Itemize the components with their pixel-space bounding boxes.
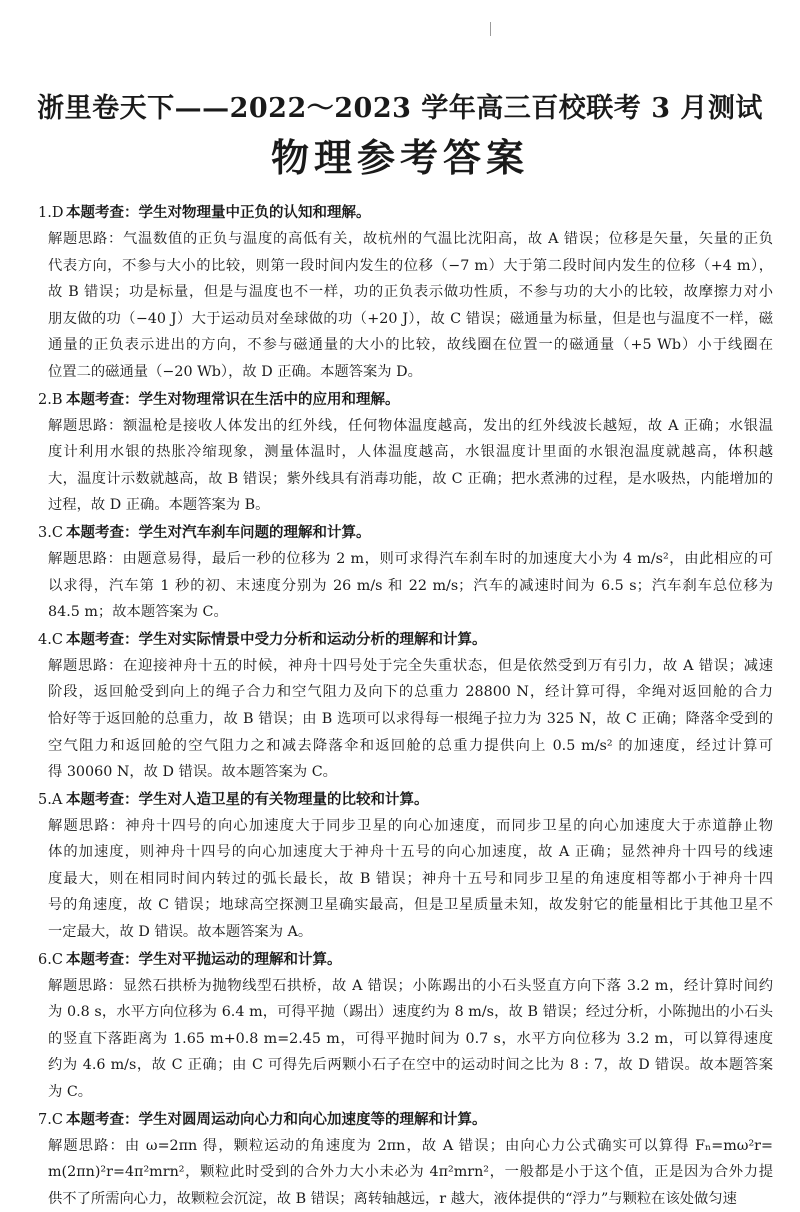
answer-heading	[38, 386, 773, 413]
answer-key: 2.B	[38, 391, 63, 408]
explanation-line: 得 30060 N，故 D 错误。故本题答案为 C。	[48, 764, 337, 781]
document-title: 物理参考答案	[270, 135, 529, 180]
answer-item	[38, 199, 773, 386]
explanation-line: 号的角速度，故 C 错误；地球高空探测卫星确实最高，但是卫星质量未知，故发射它的能量相比于其他卫星不	[48, 897, 773, 914]
explanation-line: 解题思路：显然石拱桥为抛物线型石拱桥，故 A 错误；小陈踢出的小石头竖直方向下落 3.2 m，经计算时间约	[48, 977, 773, 994]
topic-label: 本题考查：学生对人造卫星的有关物理量的比较和计算。	[66, 790, 429, 808]
explanation-line: 位置二的磁通量（−20 Wb），故 D 正确。本题答案为 D。	[48, 363, 422, 380]
explanation-line: 代表方向，不参与大小的比较，则第一段时间内发生的位移（−7 m）大于第二段时间内发生的位移（+4 m），	[48, 257, 773, 274]
explanation-line: 解题思路：在迎接神舟十五的时候，神舟十四号处于完全失重状态，但是依然受到万有引力，故 A 错误；减速	[48, 657, 773, 674]
explanation-line: 供不了所需向心力，故颗粒会沉淀，故 B 错误；离转轴越远，r 越大，液体提供的“浮力”与颗粒在该处做匀速	[48, 1190, 737, 1207]
explanation-line: 大，温度计示数就越高，故 B 错误；紫外线具有消毒功能，故 C 正确；把水煮沸的过程，是水吸热，内能增加的	[48, 470, 773, 487]
answer-heading	[38, 786, 773, 813]
explanation-line: 通量的正负表示进出的方向，不参与磁通量的大小的比较，故线圈在位置一的磁通量（+5 Wb）小于线圈在	[48, 337, 773, 354]
explanation-line: 解题思路：由 ω=2πn 得，颗粒运动的角速度为 2πn，故 A 错误；由向心力公式确实可以算得 Fₙ=mω²r=	[48, 1137, 773, 1154]
explanation-line: 为 0.8 s，水平方向位移为 6.4 m，可得平抛（踢出）速度约为 8 m/s，故 B 错误；经过分析，小陈抛出的小石头	[48, 1004, 773, 1021]
explanation-line: 解题思路：气温数值的正负与温度的高低有关，故杭州的气温比沈阳高，故 A 错误；位移是矢量，矢量的正负	[48, 231, 773, 247]
answer-key: 3.C	[38, 524, 63, 541]
topic-label: 本题考查：学生对物理常识在生活中的应用和理解。	[66, 390, 400, 408]
scan-mark	[490, 22, 491, 36]
explanation-line: 解题思路：神舟十四号的向心加速度大于同步卫星的向心加速度，而同步卫星的向心加速度大于赤道静止物	[48, 817, 773, 834]
topic-label: 本题考查：学生对汽车刹车问题的理解和计算。	[66, 523, 371, 541]
explanation-line: 度最大，则在相同时间内转过的弧长最长，故 B 错误；神舟十五号和同步卫星的角速度相等都小于神舟十四	[48, 870, 773, 887]
answer-heading	[38, 1106, 773, 1133]
explanation-line: 恰好等于返回舱的总重力，故 B 错误；由 B 选项可以求得每一根绳子拉力为 325 N，故 C 正确；降落伞受到的	[48, 710, 773, 727]
answer-key: 5.A	[38, 791, 63, 808]
explanation-line: 朋友做的功（−40 J）大于运动员对垒球做的功（+20 J），故 C 错误；磁通量为标量，但是也与温度不一样，磁	[48, 310, 773, 327]
answer-key: 6.C	[38, 951, 63, 968]
explanation-line: 空气阻力和返回舱的空气阻力之和减去降落伞和返回舱的总重力提供向上 0.5 m/s² 的加速度，经过计算可	[48, 737, 773, 754]
answer-item	[38, 786, 773, 946]
answer-heading	[38, 946, 773, 973]
answer-heading	[38, 199, 773, 226]
answer-heading	[38, 626, 773, 653]
answer-key: 4.C	[38, 631, 63, 648]
explanation-line: 阶段，返回舱受到向上的绳子合力和空气阻力及向下的总重力 28800 N，经计算可得，伞绳对返回舱的合力	[48, 684, 773, 701]
exam-title: 浙里卷天下——2022～2023 学年高三百校联考 3 月测试	[37, 93, 763, 124]
explanation-line: 84.5 m；故本题答案为 C。	[48, 604, 228, 621]
explanation-line: 体的加速度，则神舟十四号的向心加速度大于神舟十五号的向心加速度，故 A 正确；显然神舟十四号的线速	[48, 844, 773, 861]
explanation-line: 约为 4.6 m/s，故 C 正确；由 C 可得先后两颗小石子在空中的运动时间之比为 8 : 7，故 D 错误。故本题答案	[48, 1057, 773, 1074]
answer-key: 1.D	[38, 205, 64, 221]
topic-label: 本题考查：学生对物理量中正负的认知和理解。	[66, 204, 371, 221]
explanation-line: m(2πn)²r=4π²mrn²，颗粒此时受到的合外力大小未必为 4π²mrn²，一般都是小于这个值，正是因为合外力提	[48, 1164, 773, 1181]
topic-label: 本题考查：学生对平抛运动的理解和计算。	[66, 950, 342, 968]
answer-item	[38, 519, 773, 626]
explanation-line: 解题思路：由题意易得，最后一秒的位移为 2 m，则可求得汽车刹车时的加速度大小为 4 m/s²，由此相应的可	[48, 550, 773, 567]
topic-label: 本题考查：学生对圆周运动向心力和向心加速度等的理解和计算。	[66, 1110, 487, 1128]
answer-list	[38, 199, 773, 1212]
answer-item	[38, 946, 773, 1106]
explanation-line: 为 C。	[48, 1084, 93, 1101]
answer-key: 7.C	[38, 1111, 63, 1128]
explanation-line: 故 B 错误；功是标量，但是与温度也不一样，功的正负表示做功性质，不参与功的大小的比较，故摩擦力对小	[48, 284, 773, 301]
explanation-line: 一定最大，故 D 错误。故本题答案为 A。	[48, 924, 313, 941]
explanation-line: 解题思路：额温枪是接收人体发出的红外线，任何物体温度越高，发出的红外线波长越短，故 A 正确；水银温	[48, 417, 773, 434]
answer-item	[38, 1106, 773, 1212]
topic-label: 本题考查：学生对实际情景中受力分析和运动分析的理解和计算。	[66, 630, 487, 648]
explanation-line: 的竖直下落距离为 1.65 m+0.8 m=2.45 m，可得平抛时间为 0.7 s，水平方向位移为 3.2 m，可以算得速度	[48, 1030, 773, 1047]
answer-heading	[38, 519, 773, 546]
explanation-line: 度计利用水银的热胀冷缩现象，测量体温时，人体温度越高，水银温度计里面的水银泡温度就越高，体积越	[48, 444, 773, 461]
answer-item	[38, 626, 773, 786]
explanation-line: 过程，故 D 正确。本题答案为 B。	[48, 497, 270, 514]
answer-item	[38, 386, 773, 519]
explanation-line: 以求得，汽车第 1 秒的初、末速度分别为 26 m/s 和 22 m/s；汽车的减速时间为 6.5 s；汽车刹车总位移为	[48, 577, 773, 594]
